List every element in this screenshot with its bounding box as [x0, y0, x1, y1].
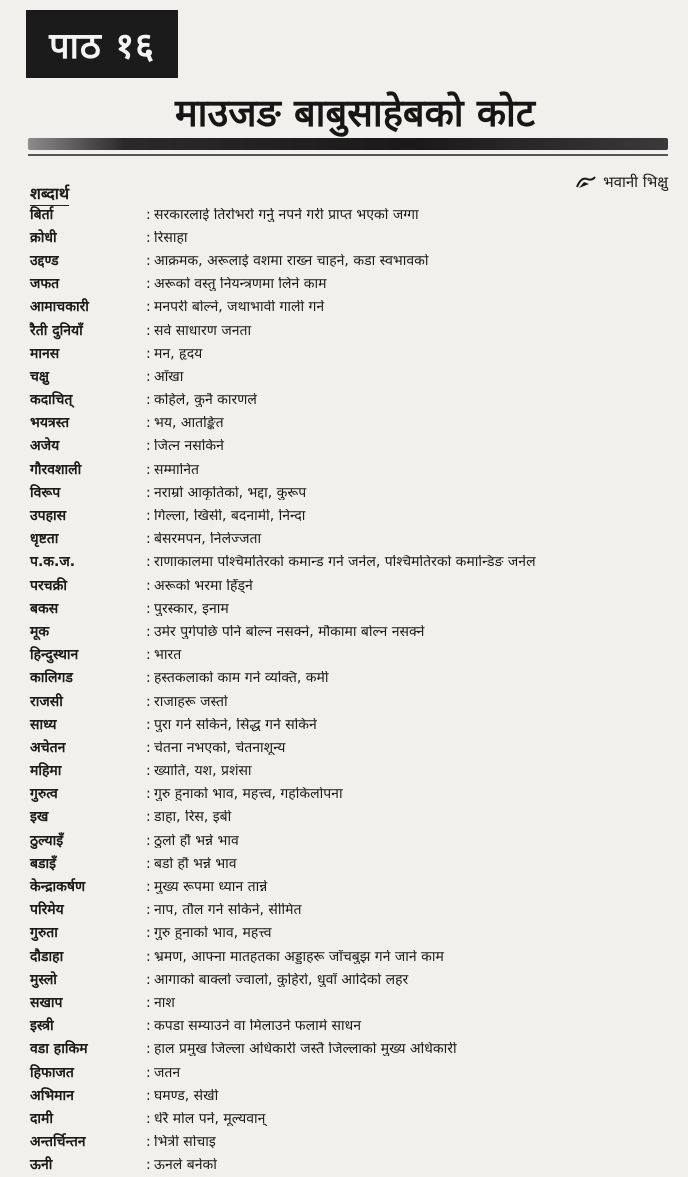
glossary-definition: आक्रमक, अरूलाई वशमा राख्न चाहने, कडा स्वभावको	[154, 253, 429, 268]
glossary-separator: :	[146, 716, 151, 733]
glossary-term: हिफाजत	[30, 1064, 74, 1081]
glossary-separator: :	[146, 925, 151, 942]
glossary-definition: नाप, तौल गर्न सकिने, सीमित	[154, 903, 302, 918]
glossary-definition: राणाकालमा पश्चिमतिरको कमान्ड गर्ने जर्नेल, पश्चिमतिरको कमान्डिङ जर्नेल	[154, 555, 536, 570]
glossary-entry	[30, 412, 670, 435]
glossary-term: इख	[30, 809, 49, 826]
glossary-definition: सम्मानित	[154, 462, 200, 477]
glossary-definition: रिसाहा	[154, 230, 188, 245]
glossary-definition: बडो हौं भन्ने भाव	[154, 856, 237, 871]
glossary-separator: :	[146, 623, 151, 640]
glossary-entry	[30, 690, 670, 713]
glossary-term: साध्य	[30, 716, 57, 733]
glossary-term: गुरुत्व	[30, 786, 58, 803]
glossary-term: बकस	[30, 600, 59, 617]
glossary-term: सखाप	[30, 994, 63, 1011]
glossary-term: जफत	[30, 276, 60, 293]
glossary-definition: चेतना नभएको, चेतनाशून्य	[154, 740, 286, 755]
glossary-separator: :	[146, 948, 151, 965]
glossary-definition: पुरस्कार, इनाम	[154, 601, 229, 616]
author-line	[575, 172, 668, 192]
glossary-definition: बेसरमपन, निर्लज्जता	[154, 532, 262, 547]
glossary-entry	[30, 528, 670, 551]
glossary-separator: :	[146, 322, 151, 339]
glossary-definition: आँखा	[154, 369, 184, 384]
glossary-separator: :	[146, 1134, 151, 1151]
glossary-entry	[30, 1061, 670, 1084]
glossary-entry	[30, 713, 670, 736]
chapter-label: पाठ १६	[26, 10, 178, 78]
glossary-entry	[30, 1015, 670, 1038]
glossary-entry	[30, 806, 670, 829]
glossary-separator: :	[146, 971, 151, 988]
glossary-entry	[30, 504, 670, 527]
glossary-term: धृष्टता	[30, 531, 59, 548]
glossary-term: गौरवशाली	[30, 461, 82, 478]
glossary-separator: :	[146, 763, 151, 780]
glossary-entry	[30, 667, 670, 690]
glossary-term: हिन्दुस्थान	[30, 647, 79, 664]
glossary-term: ठुल्याइँ	[30, 832, 64, 849]
glossary-separator: :	[146, 554, 151, 571]
glossary-term: महिमा	[30, 763, 62, 780]
glossary-entry	[30, 760, 670, 783]
title-rule	[28, 138, 668, 150]
glossary-separator: :	[146, 206, 151, 223]
glossary-separator: :	[146, 994, 151, 1011]
glossary-term: अभिमान	[30, 1087, 74, 1104]
glossary-term: वडा हाकिम	[30, 1041, 88, 1058]
pen-icon	[575, 174, 597, 190]
glossary-definition: नराम्रो आकृतिको, भद्दा, कुरूप	[154, 485, 307, 500]
glossary-term: इस्त्री	[30, 1018, 54, 1035]
glossary-entry	[30, 226, 670, 249]
glossary-term: परिमेय	[30, 902, 64, 919]
glossary-term: विरूप	[30, 484, 61, 501]
glossary-definition: घमण्ड, सेखी	[154, 1088, 219, 1103]
glossary-entry	[30, 875, 670, 898]
glossary-term: कदाचित्	[30, 392, 73, 409]
glossary-definition: भारत	[154, 648, 182, 663]
glossary-definition: ख्याति, यश, प्रशंसा	[154, 764, 252, 779]
glossary-separator: :	[146, 809, 151, 826]
glossary-separator: :	[146, 1018, 151, 1035]
glossary-separator: :	[146, 484, 151, 501]
glossary-separator: :	[146, 392, 151, 409]
glossary-definition: भय, आतङ्कित	[154, 416, 224, 431]
glossary-entry	[30, 991, 670, 1014]
glossary-separator: :	[146, 531, 151, 548]
glossary-entry	[30, 273, 670, 296]
glossary-separator: :	[146, 693, 151, 710]
glossary-entry	[30, 783, 670, 806]
glossary-entry	[30, 551, 670, 574]
glossary-separator: :	[146, 647, 151, 664]
glossary-separator: :	[146, 577, 151, 594]
glossary-list	[30, 203, 670, 1177]
glossary-term: अन्तर्चिन्तन	[30, 1134, 86, 1151]
glossary-definition: सर्व साधारण जनता	[154, 323, 252, 338]
glossary-separator: :	[146, 1087, 151, 1104]
glossary-entry	[30, 1131, 670, 1154]
glossary-entry	[30, 481, 670, 504]
glossary-separator: :	[146, 415, 151, 432]
glossary-separator: :	[146, 1157, 151, 1174]
glossary-entry	[30, 249, 670, 272]
glossary-definition: हस्तकलाको काम गर्ने व्यक्ति, कर्मी	[154, 671, 329, 686]
glossary-definition: राजाहरू जस्तो	[154, 694, 228, 709]
glossary-entry	[30, 1084, 670, 1107]
glossary-term: क्रोधी	[30, 229, 57, 246]
glossary-separator: :	[146, 345, 151, 362]
glossary-term: अचेतन	[30, 739, 66, 756]
glossary-entry	[30, 458, 670, 481]
glossary-separator: :	[146, 739, 151, 756]
glossary-separator: :	[146, 1110, 151, 1127]
glossary-definition: आगाको बाक्लो ज्वालो, कुहिरो, धुवाँ आदिको लहर	[154, 972, 409, 987]
author-name: भवानी भिक्षु	[603, 173, 668, 191]
glossary-separator: :	[146, 1041, 151, 1058]
glossary-definition: मन, हृदय	[154, 346, 203, 361]
glossary-entry	[30, 620, 670, 643]
glossary-separator: :	[146, 879, 151, 896]
glossary-entry	[30, 852, 670, 875]
glossary-term: उपहास	[30, 508, 67, 525]
glossary-separator: :	[146, 252, 151, 269]
glossary-entry	[30, 296, 670, 319]
glossary-definition: मनपरी बोल्ने, जथाभावी गाली गर्ने	[154, 300, 325, 315]
glossary-term: दामी	[30, 1110, 54, 1127]
glossary-separator: :	[146, 461, 151, 478]
glossary-definition: भित्री सोचाइ	[154, 1135, 216, 1150]
glossary-heading: शब्दार्थ	[30, 182, 69, 206]
glossary-separator: :	[146, 229, 151, 246]
page-title: माउजङ बाबुसाहेबको कोट	[174, 91, 536, 135]
glossary-term: राजसी	[30, 693, 63, 710]
glossary-term: बडाइँ	[30, 855, 56, 872]
glossary-definition: पुरा गर्न सकिने, सिद्ध गर्न सकिने	[154, 717, 317, 732]
glossary-entry	[30, 1107, 670, 1130]
glossary-definition: गुरु हुनाको भाव, महत्त्व	[154, 926, 272, 941]
glossary-separator: :	[146, 276, 151, 293]
glossary-entry	[30, 319, 670, 342]
glossary-term: भयत्रस्त	[30, 415, 70, 432]
glossary-definition: गुरु हुनाको भाव, महत्त्व, गहकिलोपना	[154, 787, 343, 802]
glossary-definition: अरूको वस्तु नियन्त्रणमा लिने काम	[154, 277, 327, 292]
glossary-separator: :	[146, 786, 151, 803]
glossary-term: ऊनी	[30, 1157, 53, 1174]
glossary-definition: ऊनले बनेको	[154, 1158, 217, 1173]
glossary-entry	[30, 644, 670, 667]
glossary-term: केन्द्राकर्षण	[30, 879, 86, 896]
glossary-definition: ठुलो हौं भन्ने भाव	[154, 833, 239, 848]
glossary-entry	[30, 597, 670, 620]
glossary-term: मूक	[30, 623, 50, 640]
glossary-separator: :	[146, 299, 151, 316]
glossary-definition: भ्रमण, आफ्ना मातहतका अड्डाहरू जाँचबुझ गर्न जाने काम	[154, 949, 444, 964]
glossary-separator: :	[146, 855, 151, 872]
glossary-term: परचक्री	[30, 577, 67, 594]
glossary-definition: जतन	[154, 1065, 181, 1080]
glossary-entry	[30, 736, 670, 759]
glossary-definition: कपडा सम्याउने वा मिलाउने फलामे साधन	[154, 1019, 361, 1034]
glossary-term: बिर्ता	[30, 206, 54, 223]
glossary-definition: नाश	[154, 995, 175, 1010]
glossary-separator: :	[146, 368, 151, 385]
glossary-separator: :	[146, 832, 151, 849]
glossary-definition: कहिले, कुनै कारणले	[154, 393, 257, 408]
glossary-separator: :	[146, 600, 151, 617]
glossary-definition: जित्न नसकिने	[154, 439, 224, 454]
glossary-term: कालिगड	[30, 670, 73, 687]
glossary-term: चक्षु	[30, 368, 49, 385]
glossary-separator: :	[146, 902, 151, 919]
glossary-definition: धेरै मोल पर्ने, मूल्यवान्	[154, 1111, 266, 1126]
glossary-entry	[30, 365, 670, 388]
glossary-entry	[30, 968, 670, 991]
glossary-entry	[30, 435, 670, 458]
glossary-term: आमाचकारी	[30, 299, 89, 316]
glossary-definition: हाल प्रमुख जिल्ला अधिकारी जस्तै जिल्लाको मुख्य अधिकारी	[154, 1042, 457, 1057]
glossary-definition: डाहा, रिस, इबी	[154, 810, 232, 825]
glossary-entry	[30, 922, 670, 945]
glossary-entry	[30, 574, 670, 597]
glossary-term: रैती दुनियाँ	[30, 322, 83, 339]
glossary-separator: :	[146, 670, 151, 687]
title-rule-thin	[28, 154, 668, 156]
glossary-separator: :	[146, 438, 151, 455]
glossary-term: मुस्लो	[30, 971, 57, 988]
glossary-definition: मुख्य रूपमा ध्यान तान्ने	[154, 880, 268, 895]
glossary-entry	[30, 203, 670, 226]
glossary-entry	[30, 342, 670, 365]
glossary-separator: :	[146, 508, 151, 525]
glossary-definition: अरूको भरमा हिँड्ने	[154, 578, 253, 593]
glossary-entry	[30, 829, 670, 852]
glossary-separator: :	[146, 1064, 151, 1081]
glossary-term: दौडाहा	[30, 948, 64, 965]
glossary-entry	[30, 1154, 670, 1177]
glossary-term: प.क.ज.	[30, 554, 76, 571]
glossary-term: अजेय	[30, 438, 60, 455]
glossary-definition: गिल्ला, खिसी, बदनामी, निन्दा	[154, 509, 306, 524]
glossary-term: गुरुता	[30, 925, 58, 942]
glossary-entry	[30, 945, 670, 968]
glossary-term: मानस	[30, 345, 60, 362]
glossary-definition: सरकारलाई तिरोभरो गर्नु नपर्ने गरी प्राप्त भएको जग्गा	[154, 207, 419, 222]
glossary-entry	[30, 899, 670, 922]
glossary-term: उद्दण्ड	[30, 252, 59, 269]
glossary-definition: उमेर पुगेपछि पनि बोल्न नसक्ने, मौकामा बोल्न नसक्ने	[154, 624, 425, 639]
glossary-entry	[30, 389, 670, 412]
glossary-entry	[30, 1038, 670, 1061]
